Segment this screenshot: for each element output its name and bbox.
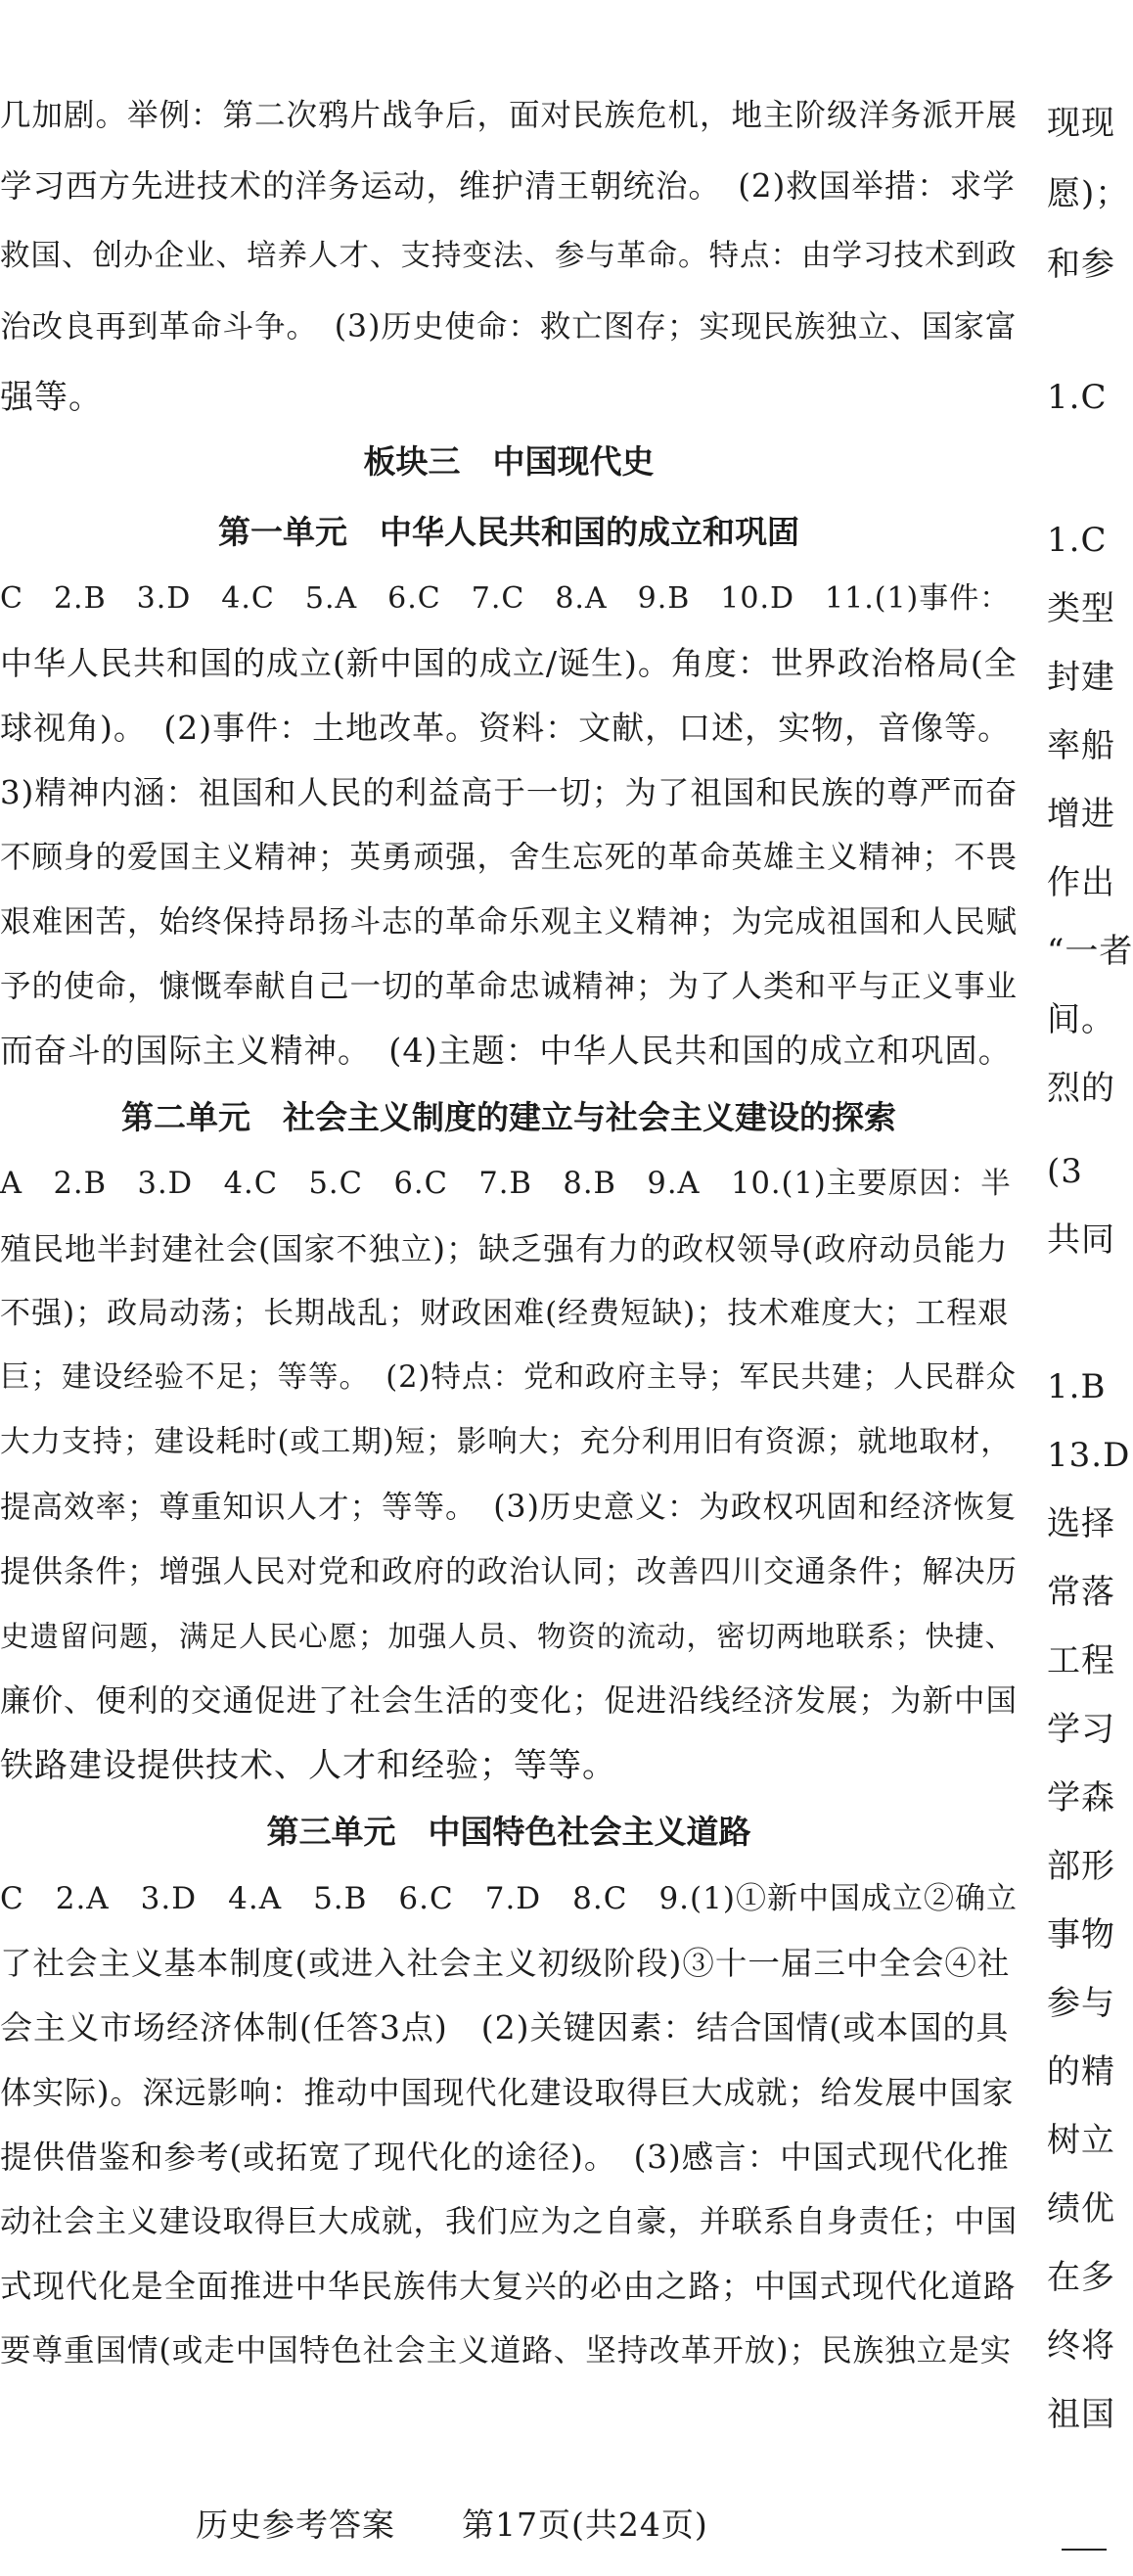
text-line: 间。 xyxy=(1047,1000,1115,1039)
text-line: 学习西方先进技术的洋务运动，维护清王朝统治。 (2)救国举措：求学 xyxy=(0,167,1016,205)
text-line: 的精 xyxy=(1047,2052,1115,2092)
text-line: 选择 xyxy=(1047,1504,1115,1543)
text-line: 率船 xyxy=(1047,726,1115,765)
text-line: 作出 xyxy=(1047,863,1115,902)
text-line: 史遗留问题，满足人民心愿；加强人员、物资的流动，密切两地联系；快捷、 xyxy=(0,1620,1016,1653)
text-line: 3)精神内涵：祖国和人民的利益高于一切；为了祖国和民族的尊严而奋 xyxy=(0,774,1019,811)
text-line: 式现代化是全面推进中华民族伟大复兴的必由之路；中国式现代化道路 xyxy=(0,2268,1017,2305)
page-footer: 历史参考答案 第17页(共24页) xyxy=(196,2506,708,2544)
text-line: 不强)；政局动荡；长期战乱；财政困难(经费短缺)；技术难度大；工程艰 xyxy=(0,1296,1010,1331)
text-line: 祖国 xyxy=(1047,2395,1115,2434)
text-line: 学习 xyxy=(1047,1710,1115,1749)
text-line: 中华人民共和国的成立(新中国的成立/诞生)。角度：世界政治格局(全 xyxy=(0,644,1018,682)
text-line: C 2.A 3.D 4.A 5.B 6.C 7.D 8.C 9.(1)①新中国成立②确立 xyxy=(0,1881,1018,1916)
text-line: 而奋斗的国际主义精神。 (4)主题：中华人民共和国的成立和巩固。 xyxy=(0,1032,1013,1070)
text-line: 学森 xyxy=(1047,1778,1115,1817)
text-line: 终将 xyxy=(1047,2326,1115,2366)
text-line: 要尊重国情(或走中国特色社会主义道路、坚持改革开放)；民族独立是实 xyxy=(0,2333,1013,2369)
text-line: 和参 xyxy=(1047,245,1115,284)
text-line: 绩优 xyxy=(1047,2189,1115,2229)
text-line: 1.C xyxy=(1047,521,1108,560)
text-line: 体实际)。深远影响：推动中国现代化建设取得巨大成就；给发展中国家 xyxy=(0,2074,1015,2111)
divider xyxy=(1062,2549,1107,2551)
text-line: 1.B xyxy=(1047,1367,1107,1406)
text-line: 廉价、便利的交通促进了社会生活的变化；促进沿线经济发展；为新中国 xyxy=(0,1683,1019,1719)
text-line: 提供借鉴和参考(或拓宽了现代化的途径)。 (3)感言：中国式现代化推 xyxy=(0,2139,1010,2176)
text-line: 增进 xyxy=(1047,795,1115,834)
text-line: 强等。 xyxy=(0,378,103,417)
text-line: 殖民地半封建社会(国家不独立)；缺乏强有力的政权领导(政府动员能力 xyxy=(0,1230,1009,1267)
text-line: A 2.B 3.D 4.C 5.C 6.C 7.B 8.B 9.A 10.(1)主要原因：半 xyxy=(0,1167,1012,1201)
text-line: 会主义市场经济体制(任答3点) (2)关键因素：结合国情(或本国的具 xyxy=(0,2008,1010,2047)
text-line: (3 xyxy=(1047,1152,1083,1191)
text-line: 几加剧。举例：第二次鸦片战争后，面对民族危机，地主阶级洋务派开展 xyxy=(0,98,1019,133)
text-line: 动社会主义建设取得巨大成就，我们应为之自豪，并联系自身责任；中国 xyxy=(0,2204,1019,2239)
text-line: 现现 xyxy=(1047,104,1115,143)
unit-title: 第一单元 中华人民共和国的成立和巩固 xyxy=(218,513,799,551)
text-line: “一者 xyxy=(1047,932,1133,971)
text-line: 不顾身的爱国主义精神；英勇顽强，舍生忘死的革命英雄主义精神；不畏 xyxy=(0,840,1019,875)
right-column-fragment xyxy=(1047,0,1133,2576)
text-line: 铁路建设提供技术、人才和经验；等等。 xyxy=(0,1746,616,1785)
text-line: 予的使命，慷慨奉献自己一切的革命忠诚精神；为了人类和平与正义事业 xyxy=(0,969,1019,1004)
unit-title: 第二单元 社会主义制度的建立与社会主义建设的探索 xyxy=(121,1098,896,1136)
text-line: 了社会主义基本制度(或进入社会主义初级阶段)③十一届三中全会④社 xyxy=(0,1945,1011,1982)
text-line: 烈的 xyxy=(1047,1069,1115,1108)
text-line: 艰难困苦，始终保持昂扬斗志的革命乐观主义精神；为完成祖国和人民赋 xyxy=(0,904,1019,940)
text-line: 13.D xyxy=(1047,1436,1131,1475)
section-title: 板块三 中国现代史 xyxy=(363,442,655,481)
text-line: 救国、创办企业、培养人才、支持变法、参与革命。特点：由学习技术到政 xyxy=(0,239,1018,273)
text-line: 治改良再到革命斗争。 (3)历史使命：救亡图存；实现民族独立、国家富 xyxy=(0,309,1018,345)
unit-title: 第三单元 中国特色社会主义道路 xyxy=(266,1813,751,1851)
text-line: 树立 xyxy=(1047,2121,1115,2160)
text-line: 提高效率；尊重知识人才；等等。 (3)历史意义：为政权巩固和经济恢复 xyxy=(0,1490,1018,1525)
text-line: 类型 xyxy=(1047,589,1115,628)
text-line: 1.C xyxy=(1047,378,1108,417)
text-line: 封建 xyxy=(1047,658,1115,697)
text-line: 提供条件；增强人民对党和政府的政治认同；改善四川交通条件；解决历 xyxy=(0,1554,1019,1589)
text-line: 球视角)。 (2)事件：土地改革。资料：文献，口述，实物，音像等。 xyxy=(0,709,1012,747)
text-line: 事物 xyxy=(1047,1915,1115,1955)
text-line: 参与 xyxy=(1047,1984,1115,2023)
text-line: C 2.B 3.D 4.C 5.A 6.C 7.C 8.A 9.B 10.D 11.(1)事件： xyxy=(0,581,1011,616)
text-line: 大力支持；建设耗时(或工期)短；影响大；充分利用旧有资源；就地取材， xyxy=(0,1425,1012,1459)
text-line: 工程 xyxy=(1047,1641,1115,1680)
text-line: 在多 xyxy=(1047,2258,1115,2297)
text-line: 常落 xyxy=(1047,1573,1115,1612)
text-line: 共同 xyxy=(1047,1220,1115,1260)
text-line: 巨；建设经验不足；等等。 (2)特点：党和政府主导；军民共建；人民群众 xyxy=(0,1360,1017,1395)
text-line: 愿)； xyxy=(1047,174,1130,213)
text-line: 部形 xyxy=(1047,1847,1115,1886)
